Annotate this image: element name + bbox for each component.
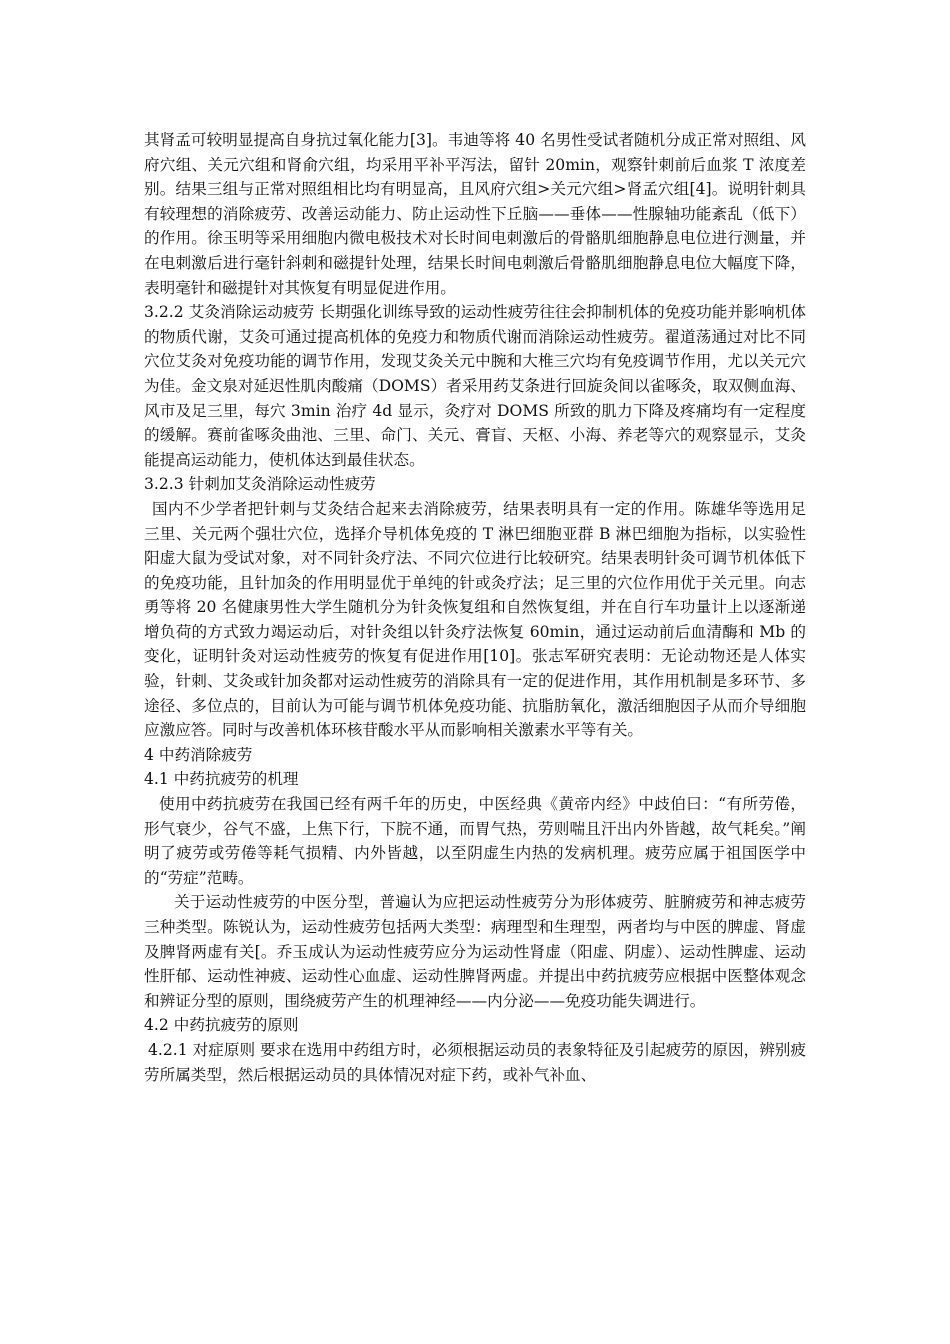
section-heading-4-2: 4.2 中药抗疲劳的原则 bbox=[144, 1016, 299, 1035]
section-heading-4-1: 4.1 中药抗疲劳的机理 bbox=[144, 770, 299, 789]
section-heading-4: 4 中药消除疲劳 bbox=[144, 745, 253, 764]
section-heading-3-2-3: 3.2.3 针刺加艾灸消除运动性疲劳 bbox=[144, 475, 376, 494]
paragraph-symptomatic-principle: 4.2.1 对症原则 要求在选用中药组方时，必须根据运动员的表象特征及引起疲劳的原因，辨别疲劳所属类型，然后根据运动员的具体情况对症下药，或补气补血、 bbox=[144, 1040, 806, 1084]
paragraph-acupuncture-moxibustion: 国内不少学者把针刺与艾灸结合起来去消除疲劳，结果表明具有一定的作用。陈雄华等选用足三里、关元两个强壮穴位，选择介导机体免疫的 T 淋巴细胞亚群 B 淋巴细胞为指标，以实验性阳虚大鼠为受试对象，对不同针灸疗法、不同穴位进行比较研究。结果表明针灸可调节机体低下的免疫功能，且针加灸的作用明显优于单纯的针或灸疗法；足三里的穴位作用优于关元里。向志勇等将 20 名健康男性大学生随机分为针灸恢复组和自然恢复组，并在自行车功量计上以逐渐递增负荷的方式致力竭运动后，对针灸组以针灸疗法恢复 60min，通过运动前后血清酶和 Mb 的变化，证明针灸对运动性疲劳的恢复有促进作用[10]。张志军研究表明：无论动物还是人体实验，针刺、艾灸或针加灸都对运动性疲劳的消除具有一定的促进作用，其作用机制是多环节、多途径、多位点的，目前认为可能与调节机体免疫功能、抗脂肪氧化，激活细胞因子从而介导细胞应激应答。同时与改善机体环核苷酸水平从而影响相关激素水平等有关。 bbox=[144, 499, 806, 740]
paragraph-moxibustion: 3.2.2 艾灸消除运动疲劳 长期强化训练导致的运动性疲劳往往会抑制机体的免疫功能并影响机体的物质代谢，艾灸可通过提高机体的免疫力和物质代谢而消除运动性疲劳。翟道荡通过对比不同穴位艾灸对免疫功能的调节作用，发现艾灸关元中腕和大椎三穴均有免疫调节作用，尤以关元穴为佳。金文泉对延迟性肌肉酸痛（DOMS）者采用药艾条进行回旋灸间以雀啄灸，取双侧血海、风市及足三里，每穴 3min 治疗 4d 显示，灸疗对 DOMS 所致的肌力下降及疼痛均有一定程度的缓解。赛前雀啄灸曲池、三里、命门、关元、膏盲、天枢、小海、养老等穴的观察显示，艾灸能提高运动能力，使机体达到最佳状态。 bbox=[144, 303, 806, 469]
paragraph-herbal-history: 使用中药抗疲劳在我国已经有两千年的历史，中医经典《黄帝内经》中歧伯曰：“有所劳倦，形气衰少，谷气不盛，上焦下行，下脘不通，而胃气热，劳则喘且汗出内外皆越，故气耗矣。”阐明了疲劳或劳倦等耗气损精、内外皆越，以至阴虚生内热的发病机理。疲劳应属于祖国医学中的“劳症”范畴。 bbox=[144, 795, 806, 887]
document-page bbox=[144, 128, 806, 1087]
paragraph-fatigue-classification: 关于运动性疲劳的中医分型，普遍认为应把运动性疲劳分为形体疲劳、脏腑疲劳和神志疲劳三种类型。陈锐认为，运动性疲劳包括两大类型：病理型和生理型，两者均与中医的脾虚、肾虚及脾肾两虚有关[。乔玉成认为运动性疲劳应分为运动性肾虚（阳虚、阴虚）、运动性脾虚、运动性肝郁、运动性神疲、运动性心血虚、运动性脾肾两虚。并提出中药抗疲劳应根据中医整体观念和辨证分型的原则，围绕疲劳产生的机理神经——内分泌——免疫功能失调进行。 bbox=[144, 893, 806, 1010]
paragraph-acupuncture-continued: 其肾孟可较明显提高自身抗过氧化能力[3]。韦迪等将 40 名男性受试者随机分成正常对照组、风府穴组、关元穴组和肾俞穴组，均采用平补平泻法，留针 20min，观察针刺前后血浆 T 浓度差别。结果三组与正常对照组相比均有明显高，且风府穴组>关元穴组>肾孟穴组[4]。说明针刺具有较理想的消除疲劳、改善运动能力、防止运动性下丘脑——垂体——性腺轴功能紊乱（低下）的作用。徐玉明等采用细胞内微电极技术对长时间电刺激后的骨骼肌细胞静息电位进行测量，并在电刺激后进行毫针斜刺和磁提针处理，结果长时间电刺激后骨骼肌细胞静息电位大幅度下降，表明毫针和磁提针对其恢复有明显促进作用。 bbox=[144, 131, 806, 297]
